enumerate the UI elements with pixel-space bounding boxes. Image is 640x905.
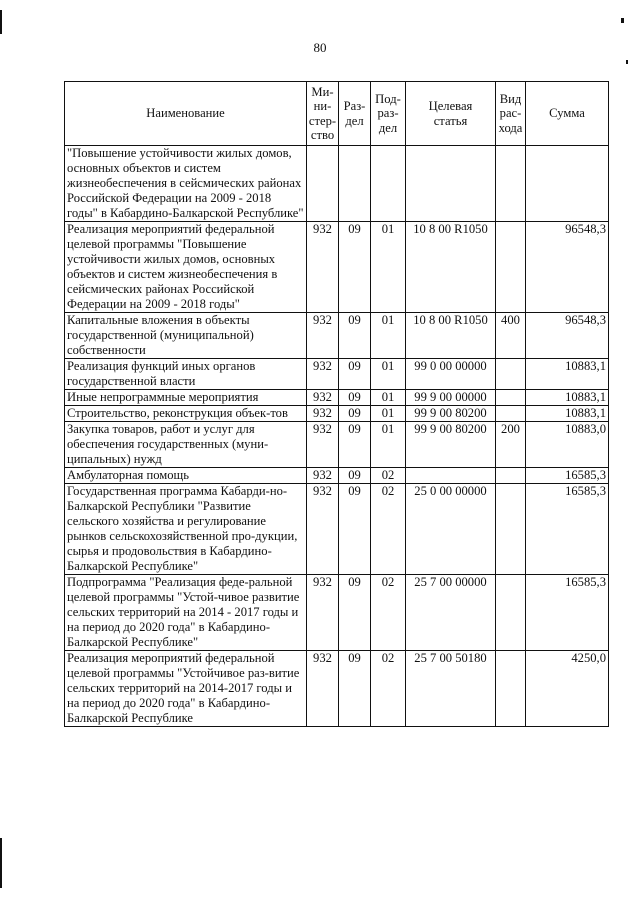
row-name-cell: "Повышение устойчивости жилых домов, основных объектов и систем жизнеобеспечения в сейсмических районах Российской Федерации на 2009 - 2018 годы" в Кабардино-Балкарской Республике" bbox=[65, 146, 307, 222]
target-article-cell: 99 9 00 80200 bbox=[406, 406, 496, 422]
row-name-cell: Амбулаторная помощь bbox=[65, 468, 307, 484]
row-name-cell: Строительство, реконструкция объек-тов bbox=[65, 406, 307, 422]
table-row bbox=[65, 359, 609, 390]
expense-type-cell bbox=[496, 390, 526, 406]
row-name-cell: Реализация мероприятий федеральной целевой программы "Повышение устойчивости жилых домов, основных объектов и систем жизнеобеспечения в сейсмических районах Российской Федерации на 2009 - 2018 годы" bbox=[65, 222, 307, 313]
subsection-cell: 02 bbox=[371, 484, 406, 575]
target-article-cell: 99 9 00 80200 bbox=[406, 422, 496, 468]
row-name-cell: Иные непрограммные мероприятия bbox=[65, 390, 307, 406]
table-row bbox=[65, 484, 609, 575]
subsection-cell: 02 bbox=[371, 575, 406, 651]
ministry-cell: 932 bbox=[307, 313, 339, 359]
column-header-name: Наименование bbox=[65, 82, 307, 146]
row-name-cell: Подпрограмма "Реализация феде-ральной целевой программы "Устой-чивое развитие сельских территорий на 2014 - 2017 годы и на период до 2020 года" в Кабардино-Балкарской Республике" bbox=[65, 575, 307, 651]
target-article-cell bbox=[406, 146, 496, 222]
page-number: 80 bbox=[313, 40, 327, 55]
section-cell: 09 bbox=[339, 222, 371, 313]
scan-edge-mark bbox=[0, 10, 2, 34]
subsection-cell: 02 bbox=[371, 651, 406, 727]
amount-cell: 10883,1 bbox=[526, 406, 609, 422]
target-article-cell: 10 8 00 R1050 bbox=[406, 313, 496, 359]
column-header-amount: Сумма bbox=[526, 82, 609, 146]
section-cell: 09 bbox=[339, 313, 371, 359]
subsection-cell: 01 bbox=[371, 406, 406, 422]
column-header-subsection: Под- раз- дел bbox=[371, 82, 406, 146]
section-cell: 09 bbox=[339, 406, 371, 422]
section-cell: 09 bbox=[339, 468, 371, 484]
amount-cell bbox=[526, 146, 609, 222]
table-row bbox=[65, 390, 609, 406]
ministry-cell: 932 bbox=[307, 651, 339, 727]
subsection-cell: 02 bbox=[371, 468, 406, 484]
expense-type-cell: 200 bbox=[496, 422, 526, 468]
subsection-cell: 01 bbox=[371, 390, 406, 406]
ministry-cell: 932 bbox=[307, 484, 339, 575]
scan-edge-mark bbox=[626, 60, 628, 64]
target-article-cell: 99 0 00 00000 bbox=[406, 359, 496, 390]
expense-type-cell bbox=[496, 222, 526, 313]
section-cell: 09 bbox=[339, 651, 371, 727]
subsection-cell: 01 bbox=[371, 222, 406, 313]
table-row bbox=[65, 468, 609, 484]
ministry-cell: 932 bbox=[307, 359, 339, 390]
expense-type-cell bbox=[496, 406, 526, 422]
section-cell bbox=[339, 146, 371, 222]
target-article-cell: 25 0 00 00000 bbox=[406, 484, 496, 575]
row-name-cell: Закупка товаров, работ и услуг для обеспечения государственных (муни-ципальных) нужд bbox=[65, 422, 307, 468]
column-header-section: Раз- дел bbox=[339, 82, 371, 146]
amount-cell: 10883,0 bbox=[526, 422, 609, 468]
expense-type-cell bbox=[496, 359, 526, 390]
scan-edge-mark bbox=[621, 18, 624, 23]
amount-cell: 16585,3 bbox=[526, 575, 609, 651]
column-header-ministry: Ми- ни- стер- ство bbox=[307, 82, 339, 146]
subsection-cell: 01 bbox=[371, 359, 406, 390]
budget-table bbox=[64, 81, 609, 727]
amount-cell: 4250,0 bbox=[526, 651, 609, 727]
amount-cell: 10883,1 bbox=[526, 390, 609, 406]
section-cell: 09 bbox=[339, 484, 371, 575]
expense-type-cell: 400 bbox=[496, 313, 526, 359]
table-row bbox=[65, 146, 609, 222]
target-article-cell bbox=[406, 468, 496, 484]
column-header-target: Целевая статья bbox=[406, 82, 496, 146]
table-row bbox=[65, 313, 609, 359]
subsection-cell: 01 bbox=[371, 422, 406, 468]
ministry-cell: 932 bbox=[307, 222, 339, 313]
table-row bbox=[65, 222, 609, 313]
row-name-cell: Реализация мероприятий федеральной целевой программы "Устойчивое раз-витие сельских территорий на 2014-2017 годы и на период до 2020 года" в Кабардино-Балкарской Республике bbox=[65, 651, 307, 727]
target-article-cell: 99 9 00 00000 bbox=[406, 390, 496, 406]
section-cell: 09 bbox=[339, 390, 371, 406]
amount-cell: 16585,3 bbox=[526, 484, 609, 575]
ministry-cell: 932 bbox=[307, 422, 339, 468]
section-cell: 09 bbox=[339, 359, 371, 390]
row-name-cell: Капитальные вложения в объекты государственной (муниципальной) собственности bbox=[65, 313, 307, 359]
expense-type-cell bbox=[496, 651, 526, 727]
ministry-cell: 932 bbox=[307, 575, 339, 651]
amount-cell: 96548,3 bbox=[526, 313, 609, 359]
subsection-cell bbox=[371, 146, 406, 222]
ministry-cell: 932 bbox=[307, 406, 339, 422]
amount-cell: 96548,3 bbox=[526, 222, 609, 313]
ministry-cell bbox=[307, 146, 339, 222]
ministry-cell: 932 bbox=[307, 390, 339, 406]
column-header-expense-type: Вид рас- хода bbox=[496, 82, 526, 146]
table-row bbox=[65, 406, 609, 422]
section-cell: 09 bbox=[339, 575, 371, 651]
ministry-cell: 932 bbox=[307, 468, 339, 484]
expense-type-cell bbox=[496, 146, 526, 222]
amount-cell: 10883,1 bbox=[526, 359, 609, 390]
subsection-cell: 01 bbox=[371, 313, 406, 359]
table-header-row bbox=[65, 82, 609, 146]
section-cell: 09 bbox=[339, 422, 371, 468]
row-name-cell: Реализация функций иных органов государственной власти bbox=[65, 359, 307, 390]
row-name-cell: Государственная программа Кабарди-но-Балкарской Республики "Развитие сельского хозяйства и регулирование рынков сельскохозяйственной про-дукции, сырья и продовольствия в Кабардино-Балкарской Республике" bbox=[65, 484, 307, 575]
scan-edge-mark bbox=[0, 838, 2, 888]
table-row bbox=[65, 651, 609, 727]
table-row bbox=[65, 575, 609, 651]
table-body bbox=[65, 146, 609, 727]
expense-type-cell bbox=[496, 468, 526, 484]
amount-cell: 16585,3 bbox=[526, 468, 609, 484]
expense-type-cell bbox=[496, 484, 526, 575]
table-row bbox=[65, 422, 609, 468]
target-article-cell: 25 7 00 00000 bbox=[406, 575, 496, 651]
expense-type-cell bbox=[496, 575, 526, 651]
target-article-cell: 10 8 00 R1050 bbox=[406, 222, 496, 313]
target-article-cell: 25 7 00 50180 bbox=[406, 651, 496, 727]
